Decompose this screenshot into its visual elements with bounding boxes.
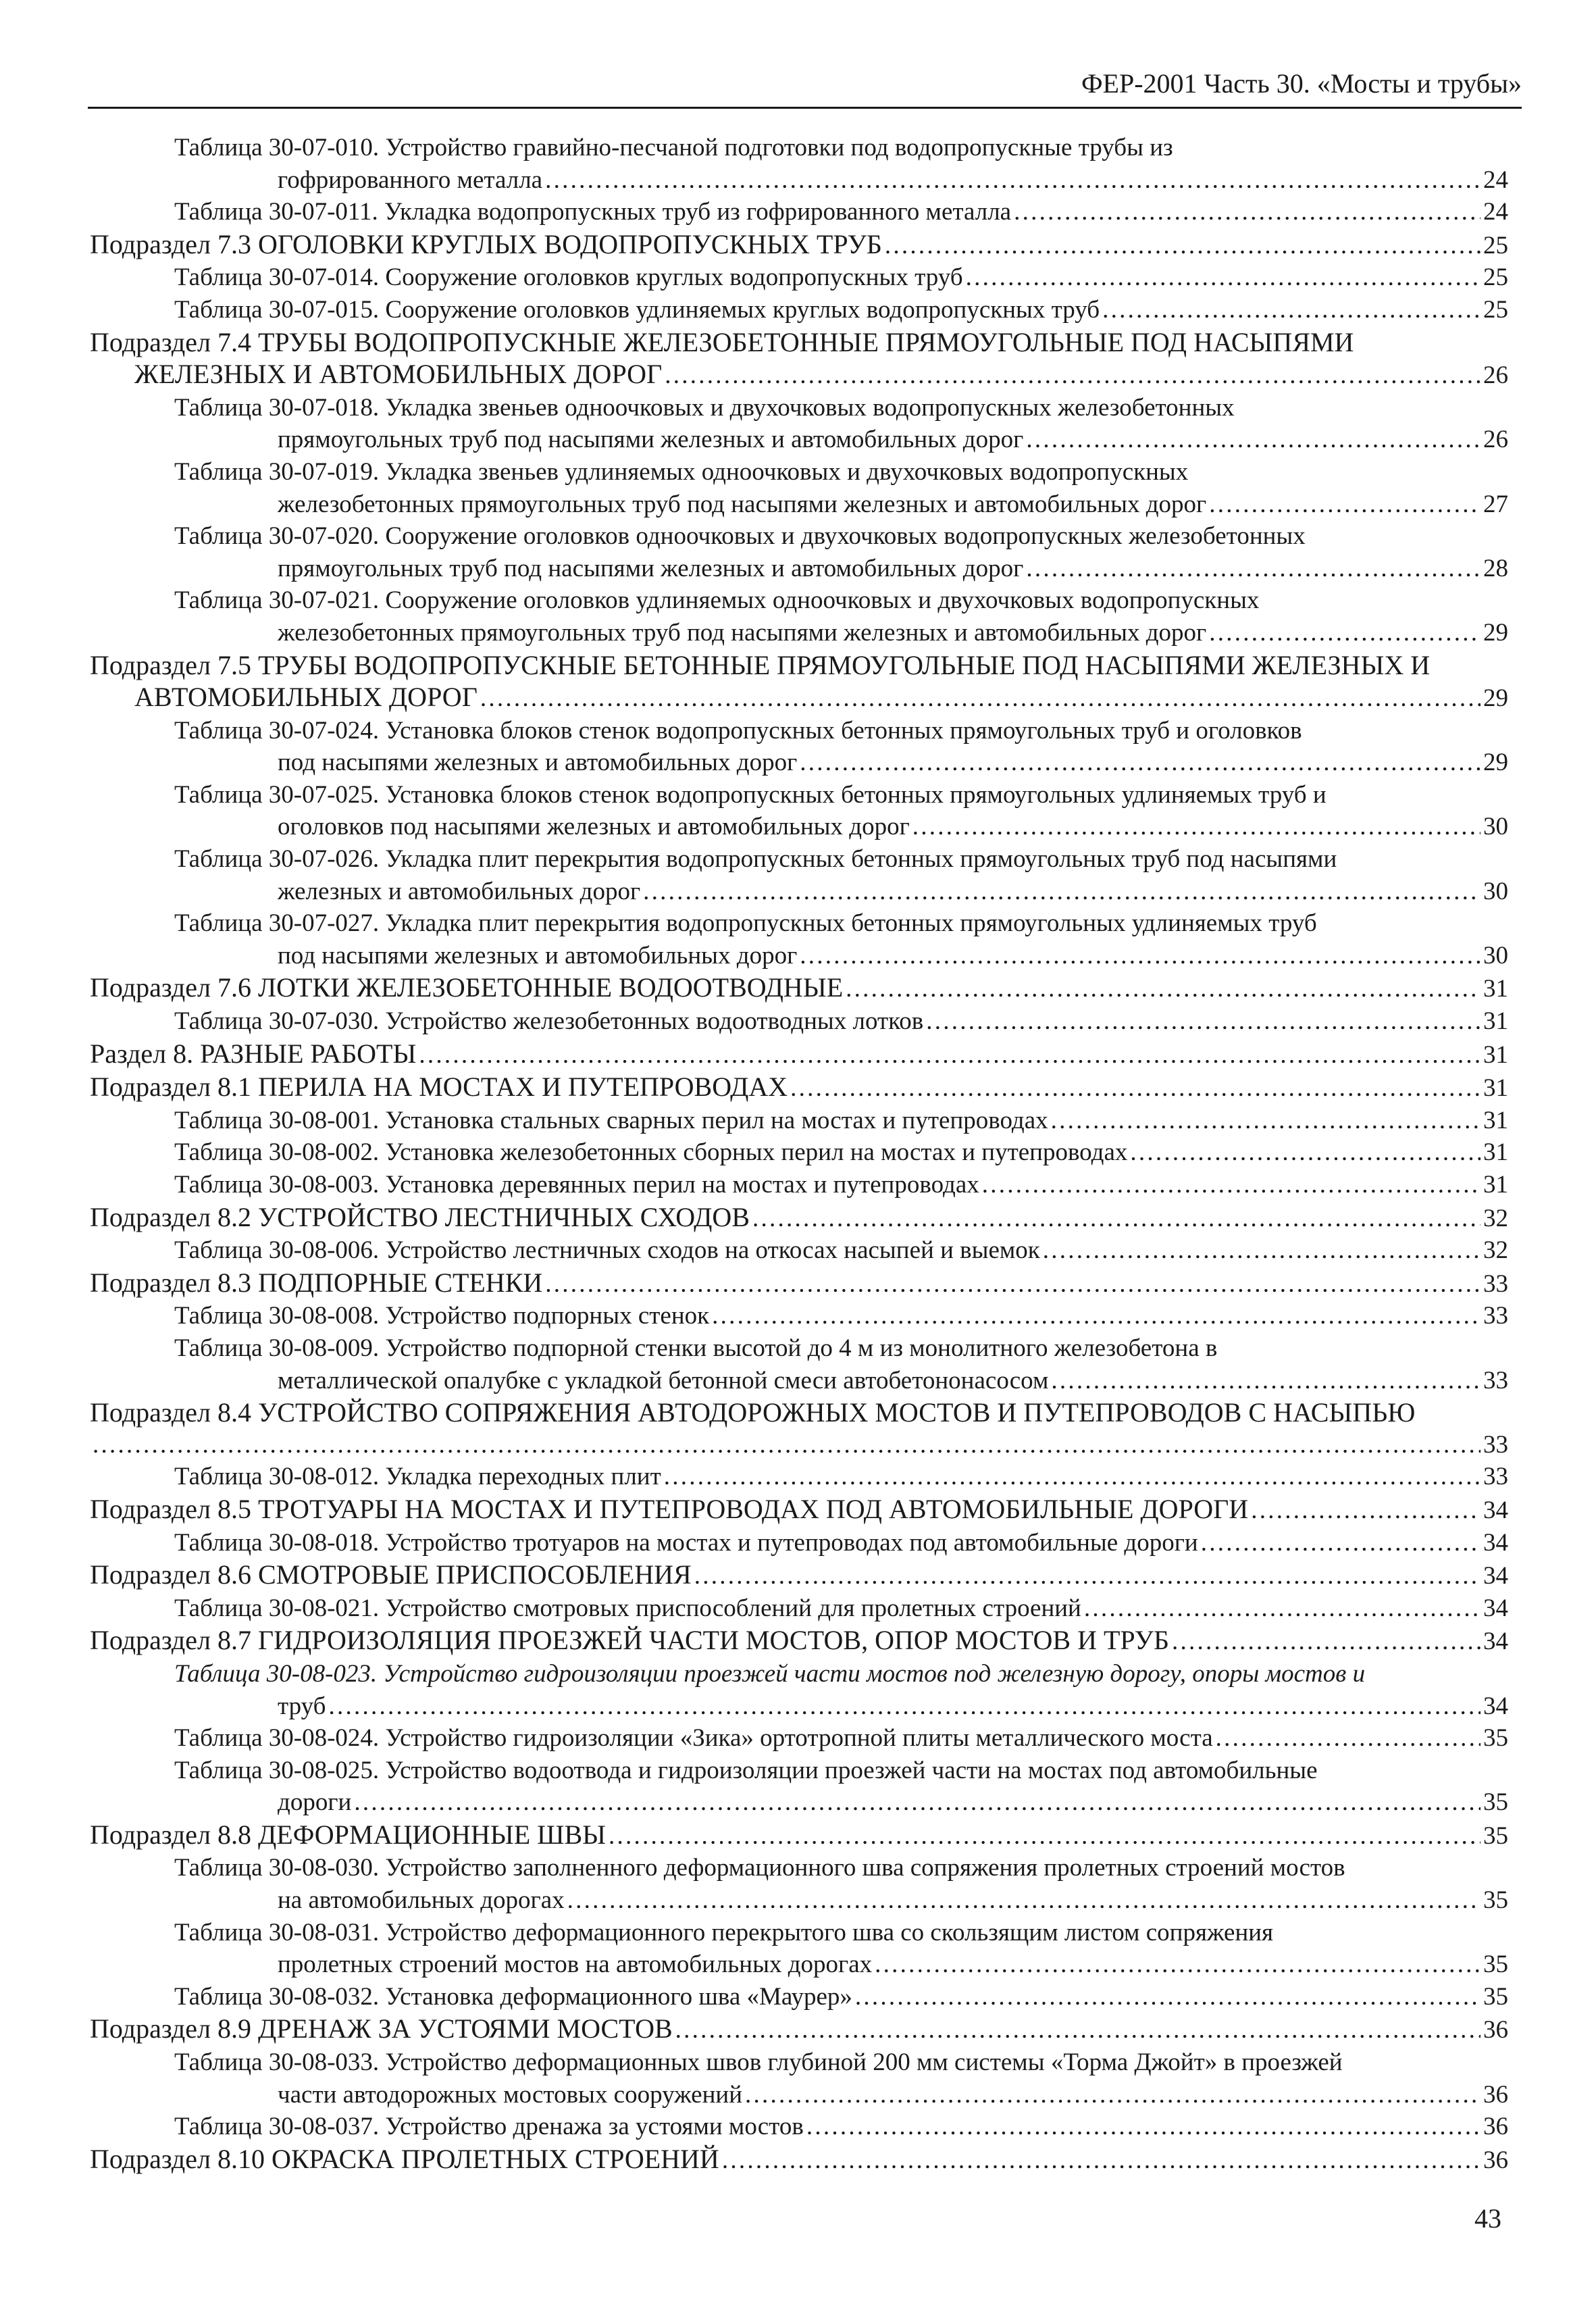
dot-leader <box>609 1820 1481 1853</box>
dot-leader <box>93 1429 1481 1461</box>
toc-entry <box>90 2013 1508 2046</box>
toc-entry-page: 25 <box>1483 263 1508 292</box>
toc-entry <box>90 1948 1508 1981</box>
toc-entry-page: 34 <box>1483 1528 1508 1557</box>
dot-leader <box>1209 617 1481 649</box>
dot-leader <box>545 164 1481 197</box>
toc-entry-page: 30 <box>1483 813 1508 841</box>
dot-leader <box>855 1981 1481 2013</box>
dot-leader <box>1026 424 1481 456</box>
toc-entry <box>90 424 1508 456</box>
dot-leader <box>419 1039 1481 1072</box>
toc-entry-page: 25 <box>1483 231 1508 259</box>
dot-leader <box>722 2144 1481 2177</box>
toc-entry-text: Таблица 30-08-033. Устройство деформационных швов глубиной 200 мм системы «Торма Джойт» в проезжей <box>174 2048 1343 2077</box>
dot-leader <box>643 876 1481 908</box>
toc-entry-text: Подраздел 8.7 ГИДРОИЗОЛЯЦИЯ ПРОЕЗЖЕЙ ЧАСТИ МОСТОВ, ОПОР МОСТОВ И ТРУБ <box>90 1625 1169 1656</box>
dot-leader <box>1251 1494 1481 1527</box>
dot-leader <box>1014 196 1481 228</box>
toc-entry <box>90 1429 1508 1461</box>
toc-entry-page: 35 <box>1483 1886 1508 1915</box>
toc-entry <box>90 811 1508 843</box>
toc-entry-text: Таблица 30-07-018. Укладка звеньев одноочковых и двухочковых водопропускных железобетонных <box>174 393 1235 422</box>
toc-entry-text: Подраздел 8.9 ДРЕНАЖ ЗА УСТОЯМИ МОСТОВ <box>90 2013 673 2044</box>
toc-entry-text: под насыпями железных и автомобильных дорог <box>278 941 798 970</box>
toc-entry-text: Таблица 30-08-024. Устройство гидроизоляции «Зика» ортотропной плиты металлического моста <box>174 1724 1213 1753</box>
dot-leader <box>982 1169 1481 1201</box>
toc-entry-page: 34 <box>1483 1594 1508 1622</box>
toc-entry-page: 36 <box>1483 2113 1508 2141</box>
toc-entry-page: 31 <box>1483 1171 1508 1199</box>
toc-entry-text: Таблица 30-07-021. Сооружение оголовков удлиняемых одноочковых и двухочковых водопропускных <box>174 586 1260 615</box>
toc-entry <box>90 1722 1508 1755</box>
toc-entry <box>90 940 1508 972</box>
toc-entry-text: Таблица 30-07-019. Укладка звеньев удлиняемых одноочковых и двухочковых водопропускных <box>174 457 1189 486</box>
toc-entry-text: Таблица 30-07-010. Устройство гравийно-песчаной подготовки под водопропускные трубы из <box>174 134 1173 161</box>
dot-leader <box>545 1268 1481 1301</box>
toc-entry <box>90 1397 1508 1429</box>
page-number: 43 <box>1474 2203 1501 2234</box>
toc-entry <box>90 1071 1508 1105</box>
table-of-contents <box>90 132 1508 2176</box>
toc-entry-text: Таблица 30-07-011. Укладка водопропускных труб из гофрированного металла <box>174 198 1012 226</box>
toc-entry <box>90 1559 1508 1592</box>
dot-leader <box>752 1203 1481 1235</box>
toc-entry <box>90 2111 1508 2143</box>
toc-entry-text: Подраздел 8.8 ДЕФОРМАЦИОННЫЕ ШВЫ <box>90 1819 607 1850</box>
toc-entry-page: 30 <box>1483 877 1508 905</box>
dot-leader <box>664 1461 1481 1493</box>
toc-entry <box>90 1624 1508 1658</box>
toc-entry <box>90 164 1508 197</box>
toc-entry-page: 28 <box>1483 554 1508 582</box>
toc-entry-text: Таблица 30-08-002. Установка железобетонных сборных перил на мостах и путепроводах <box>174 1138 1128 1167</box>
toc-entry-text: железобетонных прямоугольных труб под насыпями железных и автомобильных дорог <box>278 490 1207 518</box>
toc-entry <box>90 392 1508 424</box>
toc-entry-text: Таблица 30-07-024. Установка блоков стенок водопропускных бетонных прямоугольных труб и оголовков <box>174 716 1302 745</box>
toc-entry-page: 31 <box>1483 1007 1508 1036</box>
toc-entry-text: оголовков под насыпями железных и автомобильных дорог <box>278 813 910 841</box>
dot-leader <box>480 682 1481 715</box>
dot-leader <box>875 1948 1481 1981</box>
toc-entry <box>90 1690 1508 1723</box>
toc-entry-page: 30 <box>1483 941 1508 970</box>
toc-entry <box>90 1136 1508 1169</box>
dot-leader <box>1026 553 1481 585</box>
toc-entry <box>90 1755 1508 1787</box>
toc-entry-page: 31 <box>1483 1074 1508 1103</box>
toc-entry <box>90 196 1508 228</box>
toc-entry <box>90 2079 1508 2111</box>
toc-entry-page: 36 <box>1483 2080 1508 2109</box>
running-header <box>88 68 1522 109</box>
toc-entry <box>90 1201 1508 1235</box>
toc-entry-page: 34 <box>1483 1628 1508 1656</box>
toc-entry-text: Подраздел 7.3 ОГОЛОВКИ КРУГЛЫХ ВОДОПРОПУСКНЫХ ТРУБ <box>90 228 882 259</box>
toc-entry <box>90 2143 1508 2177</box>
toc-entry-text: Таблица 30-08-006. Устройство лестничных сходов на откосах насыпей и выемок <box>174 1236 1040 1265</box>
dot-leader <box>675 2014 1481 2046</box>
toc-entry <box>90 1005 1508 1038</box>
toc-entry <box>90 261 1508 294</box>
dot-leader <box>712 1300 1481 1332</box>
toc-entry-text: Таблица 30-08-003. Установка деревянных перил на мостах и путепроводах <box>174 1171 979 1199</box>
dot-leader <box>846 973 1481 1005</box>
toc-entry <box>90 488 1508 521</box>
dot-leader <box>1102 294 1481 326</box>
toc-entry-text: части автодорожных мостовых сооружений <box>278 2080 743 2109</box>
toc-entry <box>90 1917 1508 1949</box>
toc-entry-page: 34 <box>1483 1692 1508 1720</box>
toc-entry <box>90 294 1508 326</box>
dot-leader <box>790 1072 1481 1105</box>
toc-entry-page: 36 <box>1483 2146 1508 2174</box>
toc-entry-page: 34 <box>1483 1562 1508 1590</box>
toc-entry-page: 29 <box>1483 684 1508 713</box>
toc-entry-page: 35 <box>1483 1821 1508 1850</box>
dot-leader <box>567 1884 1481 1917</box>
toc-entry-page: 32 <box>1483 1236 1508 1265</box>
dot-leader <box>745 2079 1481 2111</box>
toc-entry-text: прямоугольных труб под насыпями железных и автомобильных дорог <box>278 426 1024 454</box>
toc-entry-text: Таблица 30-08-001. Установка стальных сварных перил на мостах и путепроводах <box>174 1106 1048 1134</box>
toc-entry <box>90 1819 1508 1853</box>
toc-entry-text: Таблица 30-07-025. Установка блоков стенок водопропускных бетонных прямоугольных удлиняемых труб и <box>174 780 1327 809</box>
toc-entry <box>90 456 1508 488</box>
dot-leader <box>966 261 1481 294</box>
toc-entry-page: 31 <box>1483 1040 1508 1069</box>
toc-entry <box>90 972 1508 1005</box>
toc-entry-text: Таблица 30-07-027. Укладка плит перекрытия водопропускных бетонных прямоугольных удлиняемых труб <box>174 909 1317 938</box>
toc-entry <box>90 228 1508 262</box>
toc-entry <box>90 1852 1508 1884</box>
toc-entry-text: Раздел 8. РАЗНЫЕ РАБОТЫ <box>90 1038 417 1069</box>
toc-entry <box>90 1884 1508 1917</box>
toc-entry <box>90 520 1508 553</box>
dot-leader <box>1051 1365 1481 1397</box>
toc-entry-text: Таблица 30-08-030. Устройство заполненного деформационного шва сопряжения пролетных строений мостов <box>174 1854 1345 1882</box>
toc-entry <box>90 779 1508 811</box>
toc-entry-text: под насыпями железных и автомобильных дорог <box>278 749 798 777</box>
toc-entry-text: Таблица 30-07-014. Сооружение оголовков круглых водопропускных труб <box>174 263 963 292</box>
dot-leader <box>665 359 1481 392</box>
toc-entry <box>90 326 1508 359</box>
toc-entry-page: 26 <box>1483 361 1508 390</box>
toc-entry-text: Таблица 30-08-032. Установка деформационного шва «Маурер» <box>174 1982 852 2011</box>
toc-entry-text: Подраздел 8.2 УСТРОЙСТВО ЛЕСТНИЧНЫХ СХОДОВ <box>90 1201 750 1232</box>
toc-entry-text: Таблица 30-08-023. Устройство гидроизоляции проезжей части мостов под железную дорогу, опоры мостов и <box>174 1659 1366 1688</box>
toc-entry-page: 35 <box>1483 1982 1508 2011</box>
toc-entry-page: 35 <box>1483 1951 1508 1979</box>
toc-entry <box>90 715 1508 747</box>
toc-entry <box>90 876 1508 908</box>
toc-entry-page: 34 <box>1483 1496 1508 1524</box>
dot-leader <box>1043 1234 1481 1267</box>
toc-entry-text: Подраздел 8.5 ТРОТУАРЫ НА МОСТАХ И ПУТЕПРОВОДАХ ПОД АВТОМОБИЛЬНЫЕ ДОРОГИ <box>90 1493 1249 1524</box>
dot-leader <box>806 2111 1481 2143</box>
dot-leader <box>1051 1105 1481 1137</box>
toc-entry-text: металлической опалубке с укладкой бетонной смеси автобетононасосом <box>278 1366 1049 1394</box>
dot-leader <box>885 230 1481 262</box>
toc-entry-page: 33 <box>1483 1430 1508 1459</box>
toc-entry-page: 33 <box>1483 1463 1508 1491</box>
toc-entry-text: Подраздел 7.4 ТРУБЫ ВОДОПРОПУСКНЫЕ ЖЕЛЕЗОБЕТОННЫЕ ПРЯМОУГОЛЬНЫЕ ПОД НАСЫПЯМИ <box>90 326 1354 357</box>
toc-entry <box>90 358 1508 392</box>
dot-leader <box>1209 488 1481 521</box>
toc-entry <box>90 132 1508 164</box>
toc-entry <box>90 1105 1508 1137</box>
toc-entry-page: 25 <box>1483 295 1508 324</box>
toc-entry-page: 31 <box>1483 975 1508 1003</box>
dot-leader <box>800 940 1481 972</box>
toc-entry-text: железобетонных прямоугольных труб под насыпями железных и автомобильных дорог <box>278 618 1207 647</box>
toc-entry-page: 24 <box>1483 166 1508 194</box>
toc-entry-text: Таблица 30-08-025. Устройство водоотвода и гидроизоляции проезжей части на мостах под автомобильные <box>174 1756 1318 1784</box>
dot-leader <box>694 1560 1481 1592</box>
toc-entry <box>90 617 1508 649</box>
toc-entry-page: 36 <box>1483 2016 1508 2044</box>
toc-entry-text: Подраздел 7.6 ЛОТКИ ЖЕЛЕЗОБЕТОННЫЕ ВОДООТВОДНЫЕ <box>90 972 844 1003</box>
dot-leader <box>800 747 1481 779</box>
toc-entry-text: Подраздел 7.5 ТРУБЫ ВОДОПРОПУСКНЫЕ БЕТОННЫЕ ПРЯМОУГОЛЬНЫЕ ПОД НАСЫПЯМИ ЖЕЛЕЗНЫХ И <box>90 649 1431 680</box>
toc-entry-text: прямоугольных труб под насыпями железных и автомобильных дорог <box>278 554 1024 582</box>
toc-entry-page: 31 <box>1483 1138 1508 1167</box>
toc-entry-text: Таблица 30-07-015. Сооружение оголовков удлиняемых круглых водопропускных труб <box>174 295 1100 324</box>
toc-entry <box>90 843 1508 876</box>
toc-entry-page: 24 <box>1483 198 1508 226</box>
toc-entry-text: Таблица 30-08-012. Укладка переходных плит <box>174 1463 661 1491</box>
dot-leader <box>1130 1136 1481 1169</box>
toc-entry-text: Таблица 30-08-037. Устройство дренажа за устоями мостов <box>174 2113 804 2141</box>
toc-entry-page: 35 <box>1483 1788 1508 1817</box>
toc-entry <box>90 747 1508 779</box>
toc-entry-page: 31 <box>1483 1106 1508 1134</box>
toc-entry-page: 26 <box>1483 426 1508 454</box>
toc-entry <box>90 584 1508 617</box>
dot-leader <box>1216 1722 1481 1755</box>
toc-entry-text: железных и автомобильных дорог <box>278 877 641 905</box>
toc-entry-page: 33 <box>1483 1366 1508 1394</box>
toc-entry <box>90 1332 1508 1365</box>
dot-leader <box>1201 1527 1481 1559</box>
toc-entry <box>90 1300 1508 1332</box>
toc-entry-page: 35 <box>1483 1724 1508 1753</box>
toc-entry <box>90 907 1508 940</box>
toc-entry-text: Подраздел 8.4 УСТРОЙСТВО СОПРЯЖЕНИЯ АВТОДОРОЖНЫХ МОСТОВ И ПУТЕПРОВОДОВ С НАСЫПЬЮ <box>90 1397 1416 1428</box>
dot-leader <box>354 1786 1481 1819</box>
toc-entry <box>90 1267 1508 1301</box>
toc-entry-text: на автомобильных дорогах <box>278 1886 565 1915</box>
dot-leader <box>1084 1592 1481 1625</box>
toc-entry-page: 29 <box>1483 618 1508 647</box>
toc-entry <box>90 1461 1508 1493</box>
toc-entry-text: Таблица 30-08-018. Устройство тротуаров на мостах и путепроводах под автомобильные дороги <box>174 1528 1198 1557</box>
toc-entry-page: 33 <box>1483 1302 1508 1330</box>
toc-entry-text: Таблица 30-07-020. Сооружение оголовков одноочковых и двухочковых водопропускных железобетонных <box>174 522 1306 551</box>
toc-entry <box>90 1493 1508 1527</box>
toc-entry <box>90 649 1508 682</box>
toc-entry-page: 27 <box>1483 490 1508 518</box>
toc-entry-text: Таблица 30-07-026. Укладка плит перекрытия водопропускных бетонных прямоугольных труб под насыпями <box>174 845 1337 874</box>
toc-entry-text: гофрированного металла <box>278 166 543 194</box>
toc-entry-text: АВТОМОБИЛЬНЫХ ДОРОГ <box>134 682 478 713</box>
toc-entry <box>90 1786 1508 1819</box>
toc-entry <box>90 553 1508 585</box>
toc-entry <box>90 1234 1508 1267</box>
toc-entry-text: Таблица 30-08-008. Устройство подпорных стенок <box>174 1302 710 1330</box>
dot-leader <box>912 811 1481 843</box>
toc-entry-text: дороги <box>278 1788 352 1817</box>
toc-entry-text: Таблица 30-07-030. Устройство железобетонных водоотводных лотков <box>174 1007 924 1036</box>
toc-entry <box>90 681 1508 715</box>
toc-entry <box>90 2046 1508 2079</box>
toc-entry <box>90 1658 1508 1690</box>
toc-entry <box>90 1365 1508 1397</box>
toc-entry <box>90 1038 1508 1072</box>
toc-entry-text: пролетных строений мостов на автомобильных дорогах <box>278 1951 873 1979</box>
toc-entry-text: Таблица 30-08-031. Устройство деформационного перекрытого шва со скользящим листом сопряжения <box>174 1918 1274 1946</box>
toc-entry-page: 33 <box>1483 1269 1508 1298</box>
toc-entry <box>90 1527 1508 1559</box>
header-title: ФЕР-2001 Часть 30. «Мосты и трубы» <box>1081 68 1522 99</box>
toc-entry-text: Таблица 30-08-009. Устройство подпорной стенки высотой до 4 м из монолитного железобетона в <box>174 1334 1218 1362</box>
toc-entry-text: Подраздел 8.3 ПОДПОРНЫЕ СТЕНКИ <box>90 1267 543 1298</box>
toc-entry <box>90 1592 1508 1625</box>
toc-entry <box>90 1981 1508 2013</box>
toc-entry <box>90 1169 1508 1201</box>
toc-entry-text: ЖЕЛЕЗНЫХ И АВТОМОБИЛЬНЫХ ДОРОГ <box>134 359 663 390</box>
toc-entry-text: труб <box>278 1692 326 1720</box>
toc-entry-page: 32 <box>1483 1204 1508 1232</box>
dot-leader <box>926 1005 1481 1038</box>
toc-entry-text: Таблица 30-08-021. Устройство смотровых приспособлений для пролетных строений <box>174 1594 1081 1622</box>
toc-entry-text: Подраздел 8.6 СМОТРОВЫЕ ПРИСПОСОБЛЕНИЯ <box>90 1559 692 1590</box>
dot-leader <box>1172 1626 1481 1658</box>
toc-entry-text: Подраздел 8.1 ПЕРИЛА НА МОСТАХ И ПУТЕПРОВОДАХ <box>90 1072 788 1103</box>
dot-leader <box>328 1690 1481 1723</box>
toc-entry-page: 29 <box>1483 749 1508 777</box>
toc-entry-text: Подраздел 8.10 ОКРАСКА ПРОЛЕТНЫХ СТРОЕНИЙ <box>90 2143 719 2174</box>
